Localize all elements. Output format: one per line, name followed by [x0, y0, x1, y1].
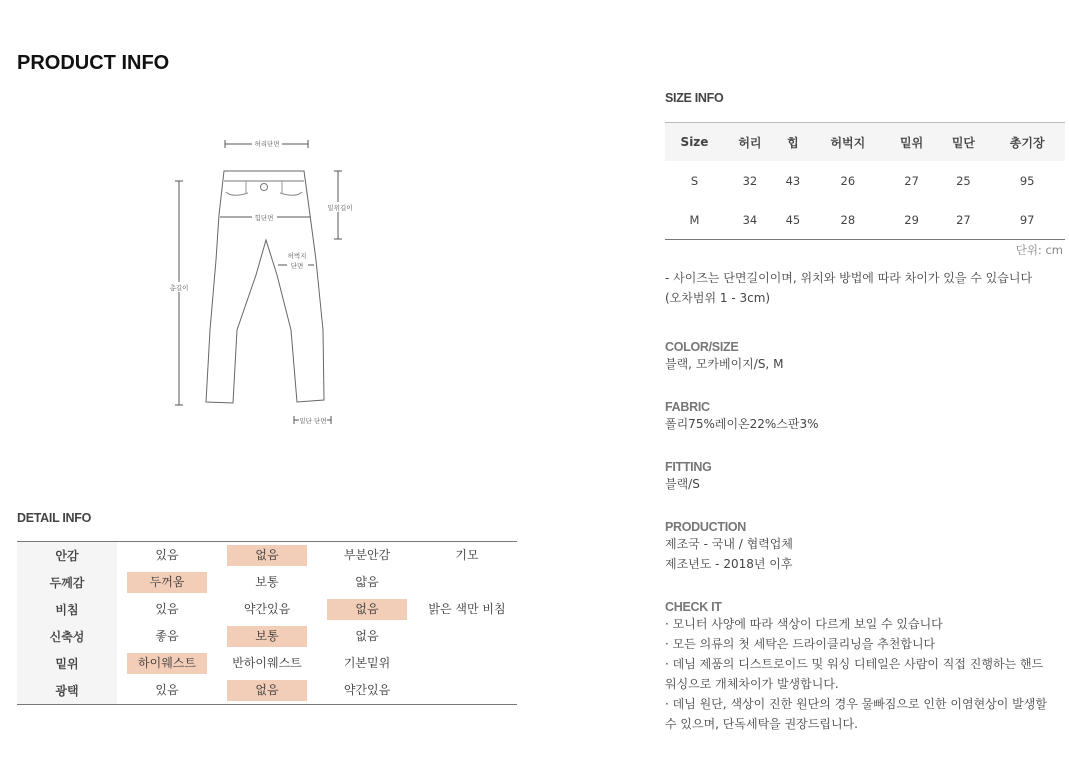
size-value-cell: 27 [956, 212, 971, 227]
detail-option [317, 677, 417, 705]
check-it-line-4: 워싱으로 개체차이가 발생합니다. [665, 677, 839, 691]
detail-option [217, 569, 317, 596]
detail-row [17, 650, 517, 677]
detail-option [417, 596, 517, 623]
detail-option-label: 밝은 색만 비침 [428, 602, 506, 616]
detail-option-label [427, 652, 507, 673]
unit-label: 단위: cm [1015, 243, 1063, 257]
detail-row [17, 542, 517, 570]
size-value-cell: 27 [904, 173, 919, 188]
size-value-cell: 45 [785, 212, 801, 227]
detail-option [217, 650, 317, 677]
detail-option-label: 약간있음 [343, 683, 391, 697]
detail-option-label: 없음 [227, 680, 307, 701]
production-title: PRODUCTION [665, 520, 747, 534]
page-title: PRODUCT INFO [17, 52, 170, 74]
detail-option-selected [217, 542, 317, 570]
size-value-cell: 29 [904, 212, 919, 227]
color-size-title: COLOR/SIZE [665, 340, 739, 354]
detail-option-label: 없음 [355, 629, 379, 643]
size-value-cell: 34 [742, 212, 758, 227]
size-info-table [665, 122, 1065, 240]
detail-option [117, 623, 217, 650]
detail-category: 신축성 [17, 623, 117, 650]
detail-option [417, 569, 517, 596]
production-line-1: 제조국 - 국내 / 협력업체 [665, 537, 793, 551]
detail-option-selected [117, 569, 217, 596]
fitting-value: 블랙/S [665, 477, 700, 491]
color-size-section [665, 340, 783, 374]
fabric-title: FABRIC [665, 400, 710, 414]
detail-option-selected [317, 596, 417, 623]
thigh-label-2: 단면 [290, 262, 304, 270]
detail-option [317, 650, 417, 677]
size-info-title: SIZE INFO [665, 91, 724, 105]
size-column-header: 허벅지 [810, 123, 886, 162]
detail-option-label: 좋음 [155, 629, 179, 643]
detail-option-label: 반하이웨스트 [232, 656, 302, 670]
detail-info-title: DETAIL INFO [17, 511, 92, 525]
size-label-cell: S [690, 173, 699, 188]
detail-option-selected [217, 677, 317, 705]
detail-option [417, 650, 517, 677]
total-length-label: 총길이 [169, 284, 189, 292]
detail-category: 두께감 [17, 569, 117, 596]
detail-option-label: 두꺼움 [127, 572, 207, 593]
detail-category: 안감 [17, 542, 117, 570]
pants-size-diagram [160, 130, 360, 430]
detail-option-label: 부분안감 [343, 548, 391, 562]
detail-category: 비침 [17, 596, 117, 623]
detail-option-label: 보통 [255, 575, 279, 589]
color-size-value: 블랙, 모카베이지/S, M [665, 357, 784, 371]
detail-row [17, 677, 517, 705]
detail-option [417, 677, 517, 705]
detail-option [317, 542, 417, 570]
size-column-header: 허리 [724, 123, 776, 162]
production-line-2: 제조년도 - 2018년 이후 [665, 557, 793, 571]
size-row [665, 200, 1065, 240]
detail-category: 밑위 [17, 650, 117, 677]
fitting-section [665, 460, 712, 494]
detail-option-label: 기모 [455, 548, 479, 562]
detail-option-selected [217, 623, 317, 650]
detail-option-label: 없음 [227, 545, 307, 566]
rise-label: 밑위길이 [327, 204, 353, 212]
check-it-line-5: · 데님 원단, 색상이 진한 원단의 경우 물빠짐으로 인한 이염현상이 발생할 [665, 697, 1047, 711]
thigh-label: 허벅지 [287, 252, 307, 260]
size-note [665, 268, 1032, 308]
size-value-cell: 97 [1019, 212, 1035, 227]
size-value-cell: 25 [956, 173, 971, 188]
size-value-cell: 28 [840, 212, 856, 227]
waist-label: 허리단면 [254, 140, 280, 148]
detail-option [217, 596, 317, 623]
detail-option [117, 542, 217, 570]
check-it-line-1: · 모니터 사양에 따라 색상이 다르게 보일 수 있습니다 [665, 617, 943, 631]
check-it-line-2: · 모든 의류의 첫 세탁은 드라이클리닝을 추천합니다 [665, 637, 936, 651]
hip-label: 힙단면 [254, 214, 274, 222]
size-note-line-2: (오차범위 1 - 3cm) [665, 291, 771, 305]
detail-option-label: 있음 [155, 548, 179, 562]
detail-option-label: 기본밑위 [343, 656, 391, 670]
detail-option-label: 보통 [227, 626, 307, 647]
fabric-value: 폴리75%레이온22%스판3% [665, 417, 819, 431]
detail-row [17, 596, 517, 623]
hem-label: 밑단 단면 [299, 417, 327, 425]
detail-option [317, 623, 417, 650]
check-it-line-3: · 데님 제품의 디스트로이드 및 워싱 디테일은 사람이 직접 진행하는 핸드 [665, 657, 1044, 671]
size-column-header: Size [665, 123, 724, 162]
detail-option-label [427, 625, 507, 646]
size-column-header: 밑단 [938, 123, 990, 162]
size-note-line-1: - 사이즈는 단면길이이며, 위치와 방법에 따라 차이가 있을 수 있습니다 [665, 271, 1033, 285]
size-value-cell: 95 [1019, 173, 1035, 188]
size-value-cell: 32 [742, 173, 758, 188]
detail-info-table [17, 541, 517, 705]
detail-category: 광택 [17, 677, 117, 705]
size-label-cell: M [689, 212, 700, 227]
detail-option-label: 얇음 [355, 575, 379, 589]
detail-option-selected [117, 650, 217, 677]
detail-option [417, 542, 517, 570]
detail-option-label: 약간있음 [243, 602, 291, 616]
detail-option [117, 596, 217, 623]
detail-option [317, 569, 417, 596]
detail-option-label [427, 571, 507, 592]
detail-option-label [427, 679, 507, 700]
size-row [665, 161, 1065, 200]
detail-option [417, 623, 517, 650]
detail-option-label: 하이웨스트 [127, 653, 207, 674]
size-column-header: 밑위 [886, 123, 938, 162]
detail-row [17, 623, 517, 650]
production-section [665, 520, 793, 574]
check-it-title: CHECK IT [665, 600, 722, 614]
check-it-line-6: 수 있으며, 단독세탁을 권장드립니다. [665, 717, 858, 731]
detail-option-label: 없음 [327, 599, 407, 620]
fitting-title: FITTING [665, 460, 712, 474]
size-column-header: 힙 [776, 123, 810, 162]
fabric-section [665, 400, 819, 434]
size-value-cell: 26 [840, 173, 856, 188]
size-column-header: 총기장 [989, 123, 1065, 162]
detail-option [117, 677, 217, 705]
detail-option-label: 있음 [155, 602, 179, 616]
check-it-section [665, 600, 1065, 734]
detail-option-label: 있음 [155, 683, 179, 697]
size-value-cell: 43 [785, 173, 801, 188]
detail-row [17, 569, 517, 596]
